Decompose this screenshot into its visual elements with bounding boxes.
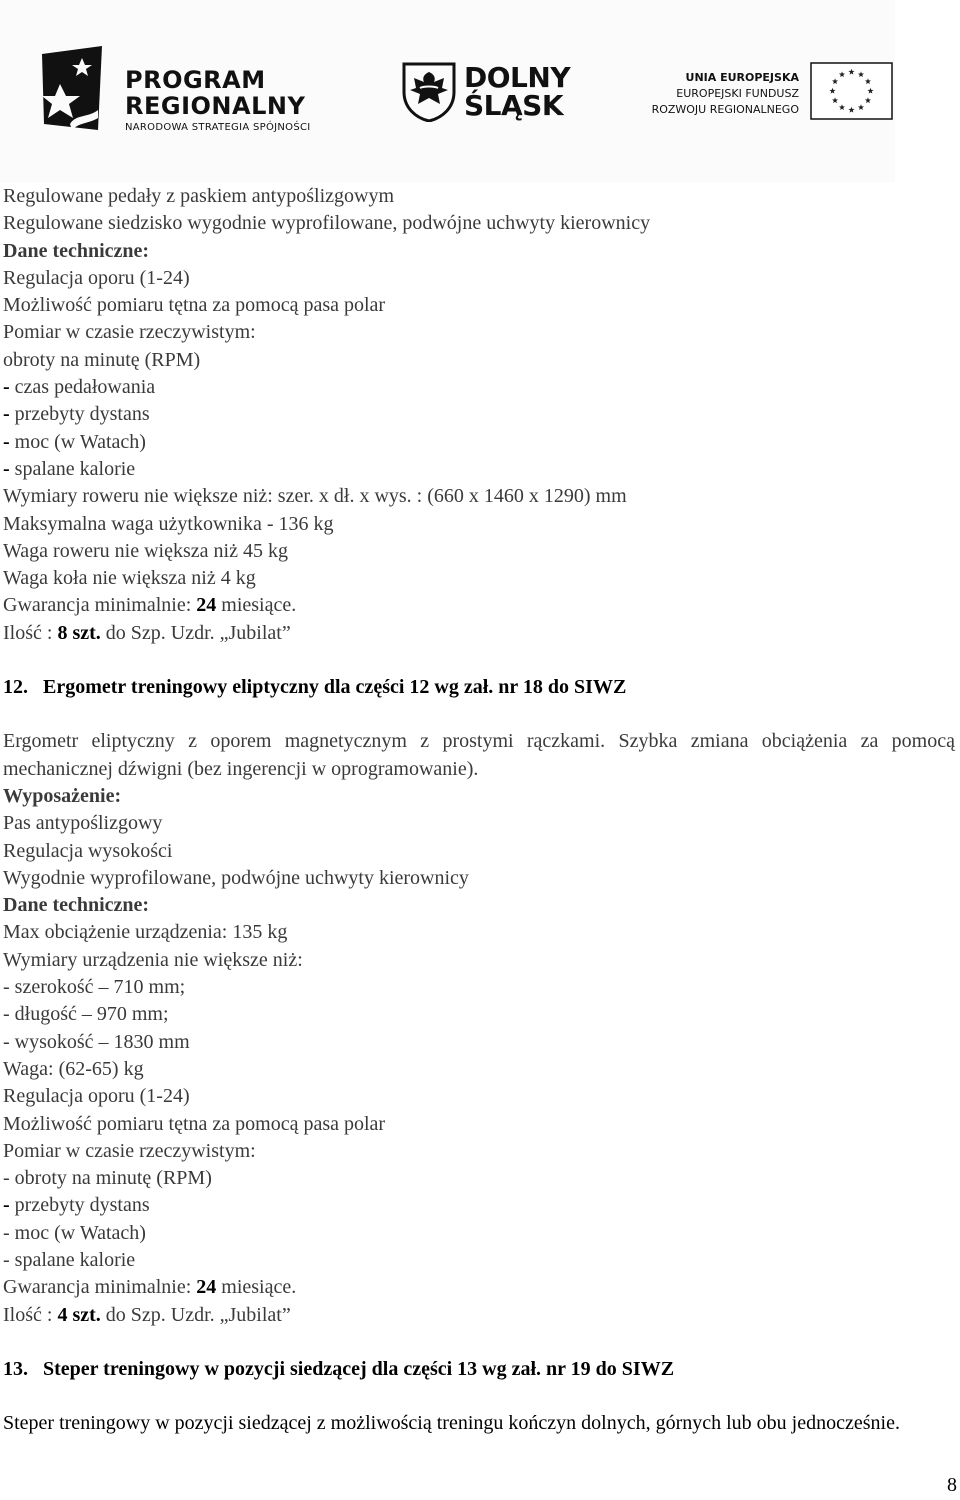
dimensions-line: Wymiary roweru nie większe niż: szer. x dł. x wys. : (660 x 1460 x 1290) mm bbox=[3, 485, 627, 508]
handles-line: Wygodnie wyprofilowane, podwójne uchwyty kierownicy bbox=[3, 866, 469, 889]
section-12-heading bbox=[3, 674, 955, 701]
document-body bbox=[3, 183, 955, 1437]
rpm-line: obroty na minutę (RPM) bbox=[3, 348, 201, 371]
strap-line: Pas antypoślizgowy bbox=[3, 812, 163, 835]
eagle-crest-icon bbox=[402, 62, 456, 122]
height-adjust-line: Regulacja wysokości bbox=[3, 839, 173, 862]
max-load-line: Max obciążenie urządzenia: 135 kg bbox=[3, 921, 288, 944]
eu-flag-icon bbox=[810, 62, 893, 120]
distance-line bbox=[3, 401, 955, 428]
program-logo-line1: PROGRAM bbox=[125, 66, 266, 94]
distance-text: przebyty dystans bbox=[9, 403, 150, 426]
warranty-months: 24 bbox=[196, 1276, 217, 1299]
pulse-line: Możliwość pomiaru tętna za pomocą pasa polar bbox=[3, 294, 386, 317]
time-text: czas pedałowania bbox=[9, 376, 156, 399]
wheel-weight-line: Waga koła nie większa niż 4 kg bbox=[3, 567, 256, 590]
quantity-value: 4 szt. bbox=[57, 1303, 101, 1326]
eu-logo-line1: UNIA EUROPEJSKA bbox=[685, 71, 799, 84]
length-line: - długość – 970 mm; bbox=[3, 1003, 169, 1026]
dash: - bbox=[3, 376, 10, 399]
distance-text: przebyty dystans bbox=[9, 1194, 150, 1217]
program-logo-line2: REGIONALNY bbox=[125, 92, 306, 120]
dolny-slask-logo bbox=[402, 62, 582, 122]
program-logo-line3: NARODOWA STRATEGIA SPÓJNOŚCI bbox=[125, 122, 311, 133]
program-regionalny-logo bbox=[40, 44, 340, 139]
quantity-value: 8 szt. bbox=[57, 621, 101, 644]
height-line: - wysokość – 1830 mm bbox=[3, 1030, 190, 1053]
region-logo-line1: DOLNY bbox=[464, 61, 571, 94]
resistance-line: Regulacja oporu (1-24) bbox=[3, 266, 190, 289]
page-number: 8 bbox=[947, 1474, 957, 1496]
section-13-heading bbox=[3, 1356, 955, 1383]
calories-text: spalane kalorie bbox=[9, 457, 136, 480]
dash: - bbox=[3, 457, 10, 480]
eu-logo-text bbox=[652, 70, 799, 118]
dash: - bbox=[3, 1194, 10, 1217]
dimensions-heading: Wymiary urządzenia nie większe niż: bbox=[3, 948, 303, 971]
region-logo-line2: ŚLĄSK bbox=[464, 89, 564, 122]
distance-line bbox=[3, 1192, 955, 1219]
eu-logo-line2: EUROPEJSKI FUNDUSZ bbox=[676, 87, 799, 100]
resistance-line: Regulacja oporu (1-24) bbox=[3, 1085, 190, 1108]
quantity-prefix: Ilość : bbox=[3, 621, 58, 644]
power-line: - moc (w Watach) bbox=[3, 1221, 146, 1244]
dash: - bbox=[3, 430, 10, 453]
quantity-suffix: do Szp. Uzdr. „Jubilat” bbox=[100, 621, 291, 644]
tech-heading: Dane techniczne: bbox=[3, 894, 150, 917]
pulse-line: Możliwość pomiaru tętna za pomocą pasa polar bbox=[3, 1112, 386, 1135]
dash: - bbox=[3, 403, 10, 426]
weight-line: Waga: (62-65) kg bbox=[3, 1057, 144, 1080]
realtime-line: Pomiar w czasie rzeczywistym: bbox=[3, 321, 256, 344]
power-line bbox=[3, 429, 955, 456]
section-13-description: Steper treningowy w pozycji siedzącej z możliwością treningu kończyn dolnych, górnych lub obu jednocześnie. bbox=[3, 1412, 900, 1435]
warranty-prefix: Gwarancja minimalnie: bbox=[3, 1276, 197, 1299]
bike-weight-line: Waga roweru nie większa niż 45 kg bbox=[3, 539, 288, 562]
warranty-months: 24 bbox=[196, 594, 217, 617]
star-flag-icon bbox=[40, 44, 110, 134]
section-13-number: 13. bbox=[3, 1357, 28, 1380]
warranty-prefix: Gwarancja minimalnie: bbox=[3, 594, 197, 617]
tech-heading: Dane techniczne: bbox=[3, 239, 150, 262]
realtime-line: Pomiar w czasie rzeczywistym: bbox=[3, 1139, 256, 1162]
warranty-suffix: miesiące. bbox=[216, 1276, 297, 1299]
calories-line bbox=[3, 456, 955, 483]
pedals-line: Regulowane pedały z paskiem antypoślizgowym bbox=[3, 185, 395, 207]
header-logo-band bbox=[0, 0, 895, 182]
section-13-title: Steper treningowy w pozycji siedzącej dla części 13 wg zał. nr 19 do SIWZ bbox=[43, 1357, 675, 1380]
calories-line: - spalane kalorie bbox=[3, 1248, 136, 1271]
width-line: - szerokość – 710 mm; bbox=[3, 976, 186, 999]
quantity-line bbox=[3, 620, 955, 647]
eu-fund-logo bbox=[652, 62, 897, 124]
warranty-line bbox=[3, 1274, 955, 1301]
time-line bbox=[3, 374, 955, 401]
power-text: moc (w Watach) bbox=[9, 430, 146, 453]
quantity-line bbox=[3, 1302, 955, 1329]
eu-logo-line3: ROZWOJU REGIONALNEGO bbox=[651, 103, 799, 116]
warranty-suffix: miesiące. bbox=[216, 594, 297, 617]
quantity-suffix: do Szp. Uzdr. „Jubilat” bbox=[100, 1303, 291, 1326]
section-12-description: Ergometr eliptyczny z oporem magnetycznym z prostymi rączkami. Szybka zmiana obciążenia za pomocą mechanicznej dźwigni (bez ingerencji w oprogramowanie). bbox=[3, 730, 955, 780]
warranty-line bbox=[3, 592, 955, 619]
seat-line: Regulowane siedzisko wygodnie wyprofilowane, podwójne uchwyty kierownicy bbox=[3, 212, 651, 235]
equipment-heading: Wyposażenie: bbox=[3, 784, 122, 807]
quantity-prefix: Ilość : bbox=[3, 1303, 58, 1326]
section-12-number: 12. bbox=[3, 676, 28, 699]
section-12-title: Ergometr treningowy eliptyczny dla części 12 wg zał. nr 18 do SIWZ bbox=[43, 676, 627, 699]
rpm-line: - obroty na minutę (RPM) bbox=[3, 1167, 212, 1190]
max-user-weight-line: Maksymalna waga użytkownika - 136 kg bbox=[3, 512, 334, 535]
